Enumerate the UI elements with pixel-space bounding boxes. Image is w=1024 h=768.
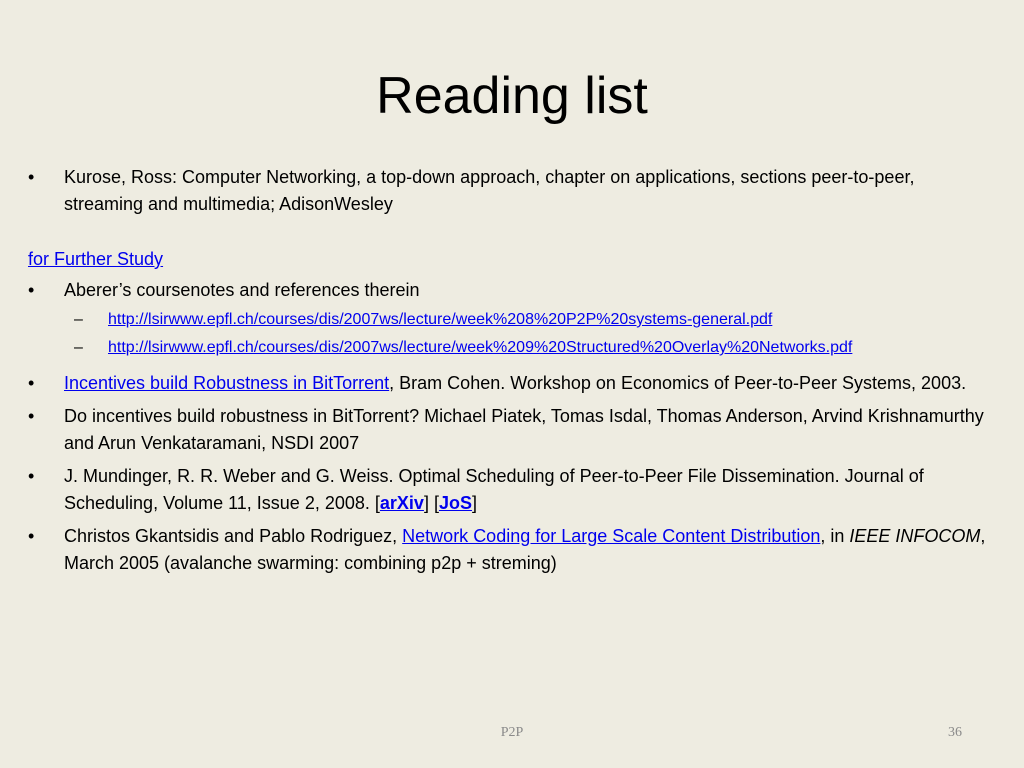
list-item-gkantsidis [28,523,988,577]
arxiv-link[interactable]: arXiv [379,493,424,513]
item-text: , in [820,526,850,546]
bittorrent-paper-link[interactable]: Incentives build Robustness in BitTorrent [64,373,390,393]
item-text: ] [471,493,477,513]
bullet-icon: • [28,167,35,187]
item-text: , March 2005 (avalanche swarming: combining p2p + streming) [64,526,986,573]
reading-list [28,164,988,577]
dash-icon: – [74,311,83,328]
list-item-bittorrent [28,370,988,397]
further-study-link[interactable]: for Further Study [28,249,164,269]
list-item-aberer [28,277,988,304]
bullet-icon: • [28,280,35,300]
dash-icon: – [74,339,83,356]
network-coding-link[interactable]: Network Coding for Large Scale Content Distribution [402,526,821,546]
list-item-piatek [28,403,988,457]
item-text: Kurose, Ross: Computer Networking, a top-down approach, chapter on applications, sections peer-to-peer, streaming and multimedia; AdisonWesley [64,167,915,214]
week8-pdf-link[interactable]: http://lsirwww.epfl.ch/courses/dis/2007ws/lecture/week%208%20P2P%20systems-general.pdf [108,311,773,328]
item-text: ] [ [423,493,439,513]
item-text: , Bram Cohen. Workshop on Economics of Peer-to-Peer Systems, 2003. [389,373,967,393]
venue-name: IEEE INFOCOM [849,526,981,546]
list-item-mundinger [28,463,988,517]
bullet-icon: • [28,373,35,393]
item-text: Do incentives build robustness in BitTorrent? Michael Piatek, Tomas Isdal, Thomas Anderson, Arvind Krishnamurthy and Arun Venkataramani, NSDI 2007 [64,406,984,453]
footer-label: P2P [500,725,524,740]
item-text: Aberer’s coursenotes and references therein [64,280,420,300]
bullet-icon: • [28,526,35,546]
page-number: 36 [948,725,962,740]
item-text: Christos Gkantsidis and Pablo Rodriguez, [64,526,403,546]
slide-title: Reading list [376,67,648,125]
week9-pdf-link[interactable]: http://lsirwww.epfl.ch/courses/dis/2007ws/lecture/week%209%20Structured%20Overlay%20Networks.pdf [108,339,853,356]
sub-item-week8 [28,308,988,332]
bullet-icon: • [28,406,35,426]
list-item-kurose [28,164,988,218]
sub-item-week9 [28,336,988,360]
item-text: J. Mundinger, R. R. Weber and G. Weiss. Optimal Scheduling of Peer-to-Peer File Dissemination. Journal of Scheduling, Volume 11, Issue 2, 2008. [ [64,466,924,513]
jos-link[interactable]: JoS [438,493,472,513]
bullet-icon: • [28,466,35,486]
